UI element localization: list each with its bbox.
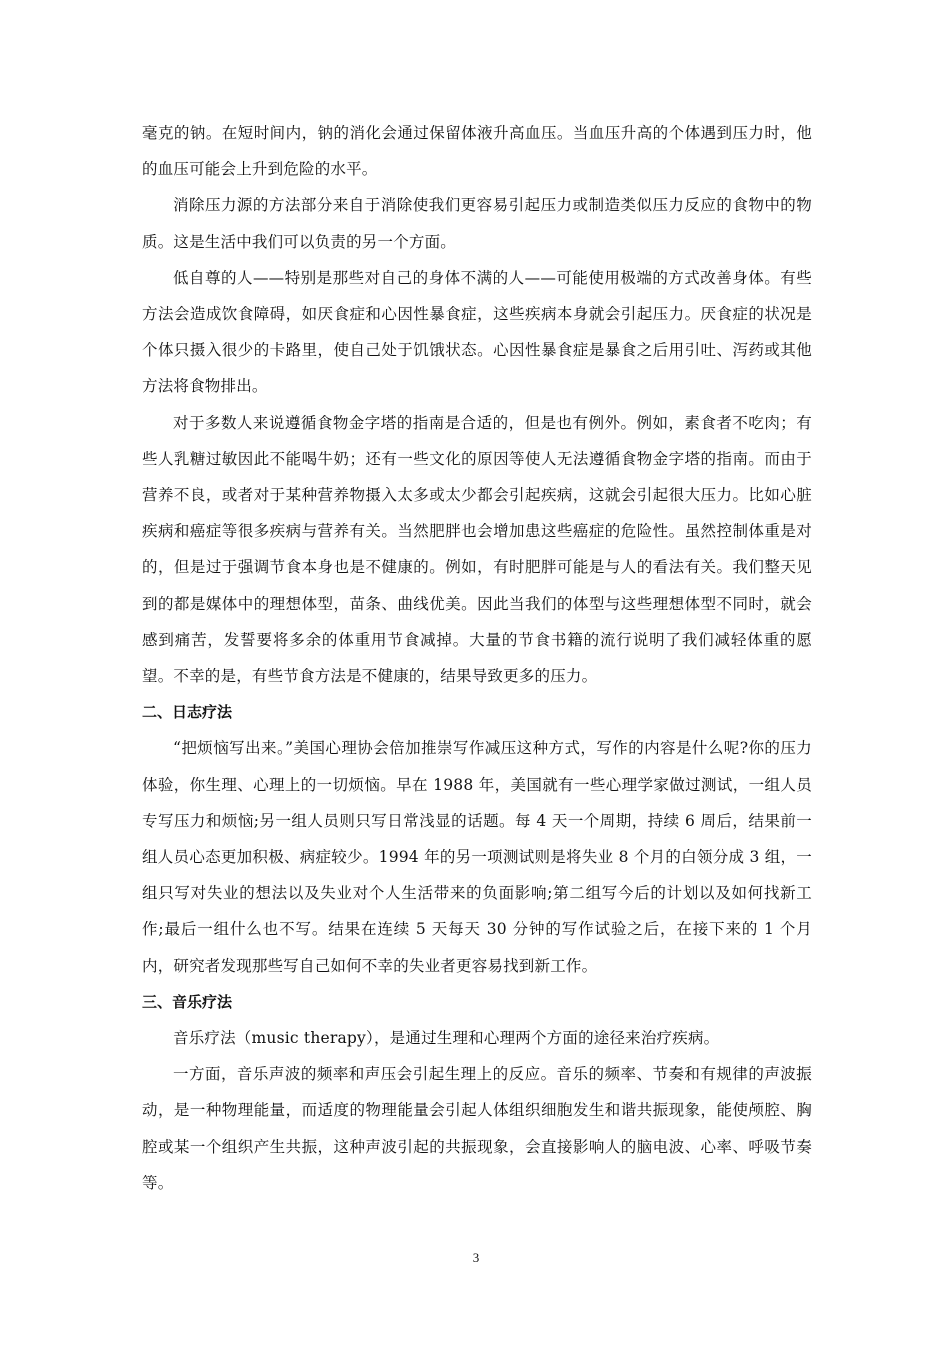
paragraph-food-pyramid: 对于多数人来说遵循食物金字塔的指南是合适的，但是也有例外。例如，素食者不吃肉；有些人乳糖过敏因此不能喝牛奶；还有一些文化的原因等使人无法遵循食物金字塔的指南。而由于营养不良，或者对于某种营养物摄入太多或太少都会引起疾病，这就会引起很大压力。比如心脏疾病和癌症等很多疾病与营养有关。当然肥胖也会增加患这些癌症的危险性。虽然控制体重是对的，但是过于强调节食本身也是不健康的。例如，有时肥胖可能是与人的看法有关。我们整天见到的都是媒体中的理想体型，苗条、曲线优美。因此当我们的体型与这些理想体型不同时，就会感到痛苦，发誓要将多余的体重用节食减掉。大量的节食书籍的流行说明了我们减轻体重的愿望。不幸的是，有些节食方法是不健康的，结果导致更多的压力。 <box>142 413 812 686</box>
paragraph-stressor-removal: 消除压力源的方法部分来自于消除使我们更容易引起压力或制造类似压力反应的食物中的物质。这是生活中我们可以负责的另一个方面。 <box>142 196 812 251</box>
paragraph-journal-therapy: “把烦恼写出来。”美国心理协会倍加推崇写作减压这种方式，写作的内容是什么呢?你的压力体验，你生理、心理上的一切烦恼。早在 1988 年，美国就有一些心理学家做过测试，一组人员专写压力和烦恼;另一组人员则只写日常浅显的话题。每 4 天一个周期，持续 6 周后，结果前一组人员心态更加积极、病症较少。1994 年的另一项测试则是将失业 8 个月的白领分成 3 组，一组只写对失业的想法以及失业对个人生活带来的负面影响;第二组写今后的计划以及如何找新工作;最后一组什么也不写。结果在连续 5 天每天 30 分钟的写作试验之后，在接下来的 1 个月内，研究者发现那些写自己如何不幸的失业者更容易找到新工作。 <box>142 739 812 975</box>
paragraph-music-physiology: 一方面，音乐声波的频率和声压会引起生理上的反应。音乐的频率、节奏和有规律的声波振动，是一种物理能量，而适度的物理能量会引起人体组织细胞发生和谐共振现象，能使颅腔、胸腔或某一个组织产生共振，这种声波引起的共振现象，会直接影响人的脑电波、心率、呼吸节奏等。 <box>142 1065 812 1192</box>
page-content <box>142 115 812 1201</box>
paragraph-sodium: 毫克的钠。在短时间内，钠的消化会通过保留体液升高血压。当血压升高的个体遇到压力时，他的血压可能会上升到危险的水平。 <box>142 124 812 179</box>
paragraph-music-therapy-definition: 音乐疗法（music therapy），是通过生理和心理两个方面的途径来治疗疾病。 <box>173 1029 720 1048</box>
page-number: 3 <box>472 1250 480 1265</box>
section-heading-music-therapy: 三、音乐疗法 <box>142 992 233 1011</box>
section-heading-journal-therapy: 二、日志疗法 <box>142 703 233 722</box>
paragraph-eating-disorders: 低自尊的人——特别是那些对自己的身体不满的人——可能使用极端的方式改善身体。有些方法会造成饮食障碍，如厌食症和心因性暴食症，这些疾病本身就会引起压力。厌食症的状况是个体只摄入很少的卡路里，使自己处于饥饿状态。心因性暴食症是暴食之后用引吐、泻药或其他方法将食物排出。 <box>142 268 812 396</box>
